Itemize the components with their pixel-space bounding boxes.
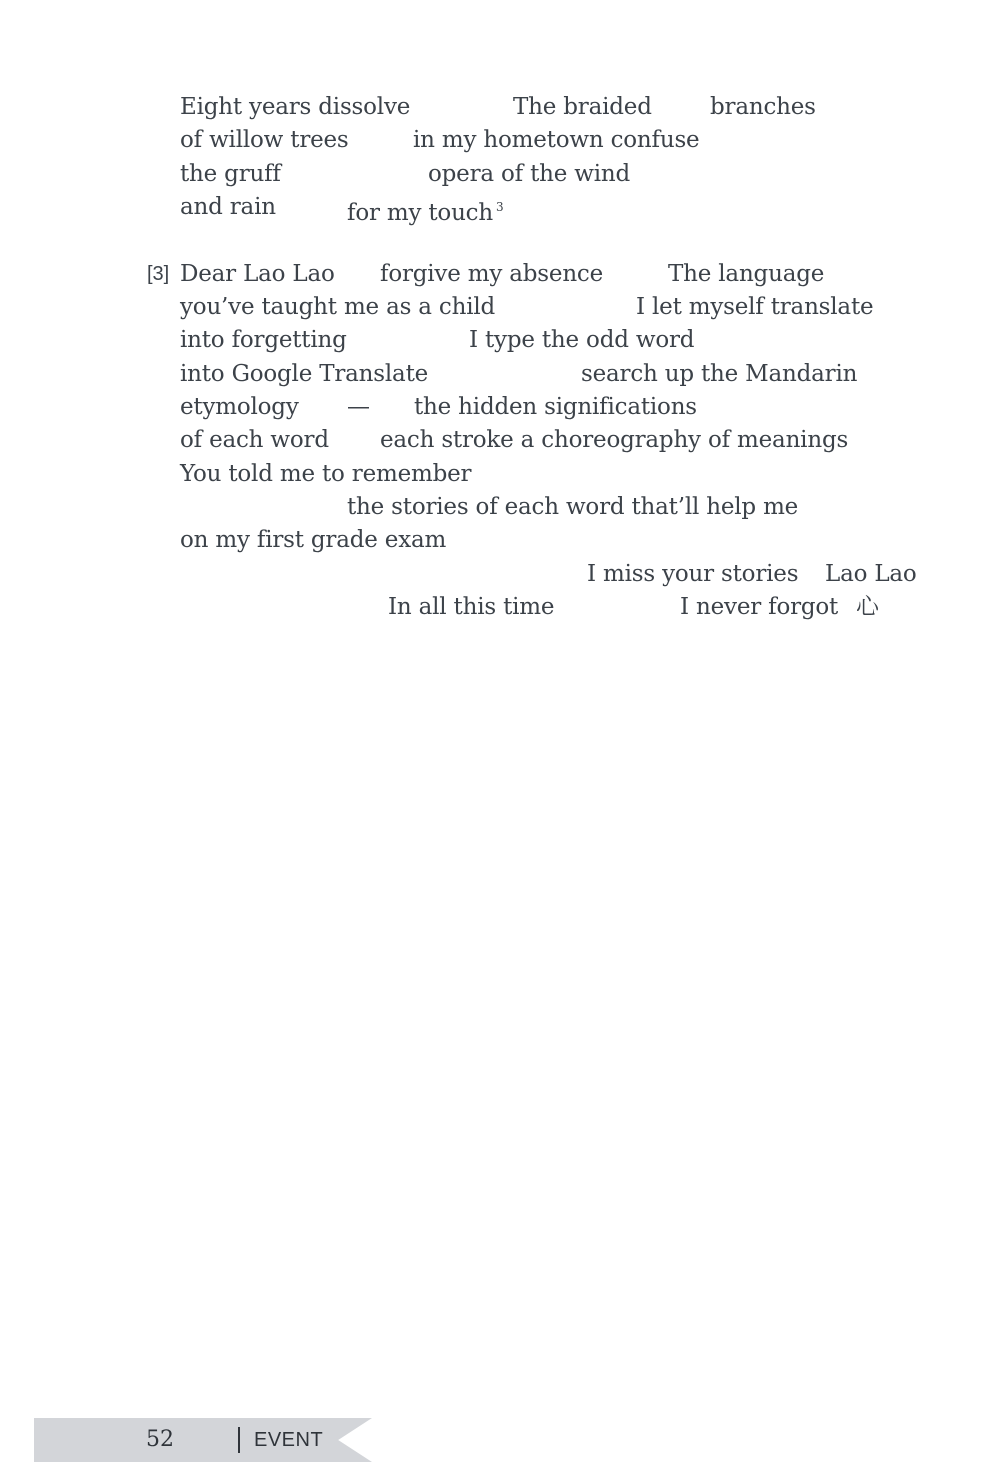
footnote-marker: [3] — [147, 263, 170, 285]
poem-text: The language — [668, 261, 825, 287]
poem-text: the hidden significations — [414, 394, 697, 420]
publication-name: EVENT — [254, 1429, 324, 1451]
poem-text: into forgetting — [180, 327, 347, 353]
chinese-character-heart: 心 — [856, 594, 879, 620]
poem-text: the gruff — [180, 161, 281, 187]
poem-text: opera of the wind — [428, 161, 631, 187]
poem-text: I never forgot — [680, 594, 839, 620]
poem-text: branches — [710, 94, 816, 120]
poem-text: I miss your stories — [587, 561, 799, 587]
poem-text: search up the Mandarin — [581, 361, 858, 387]
poem-text: on my first grade exam — [180, 527, 447, 553]
poem-text: Lao Lao — [825, 561, 917, 587]
poem-text: You told me to remember — [180, 461, 472, 487]
footer-divider — [238, 1427, 240, 1453]
poem-text: In all this time — [388, 594, 555, 620]
poem-text: into Google Translate — [180, 361, 429, 387]
poem-text: I let myself translate — [636, 294, 874, 320]
poem-text: and rain — [180, 194, 276, 220]
footnote-ref[interactable]: 3 — [495, 200, 504, 214]
poem-text: each stroke a choreography of meanings — [380, 427, 849, 453]
poem-text: the stories of each word that’ll help me — [347, 494, 799, 520]
poem-text: of each word — [180, 427, 329, 453]
page-number: 52 — [146, 1427, 174, 1452]
poem-text: — — [347, 394, 370, 420]
poem-text: of willow trees — [180, 127, 349, 153]
poem-text-with-footnote — [347, 192, 503, 228]
poem-text: you’ve taught me as a child — [180, 294, 496, 320]
poem-text: in my hometown confuse — [413, 127, 700, 153]
poem-text: forgive my absence — [380, 261, 604, 287]
poem-text: The braided — [513, 94, 652, 120]
poem-text: Dear Lao Lao — [180, 261, 335, 287]
poem-text: I type the odd word — [469, 327, 695, 353]
poem-text: Eight years dissolve — [180, 94, 411, 120]
poem-text: etymology — [180, 394, 299, 420]
poem-text: for my touch — [347, 200, 493, 226]
